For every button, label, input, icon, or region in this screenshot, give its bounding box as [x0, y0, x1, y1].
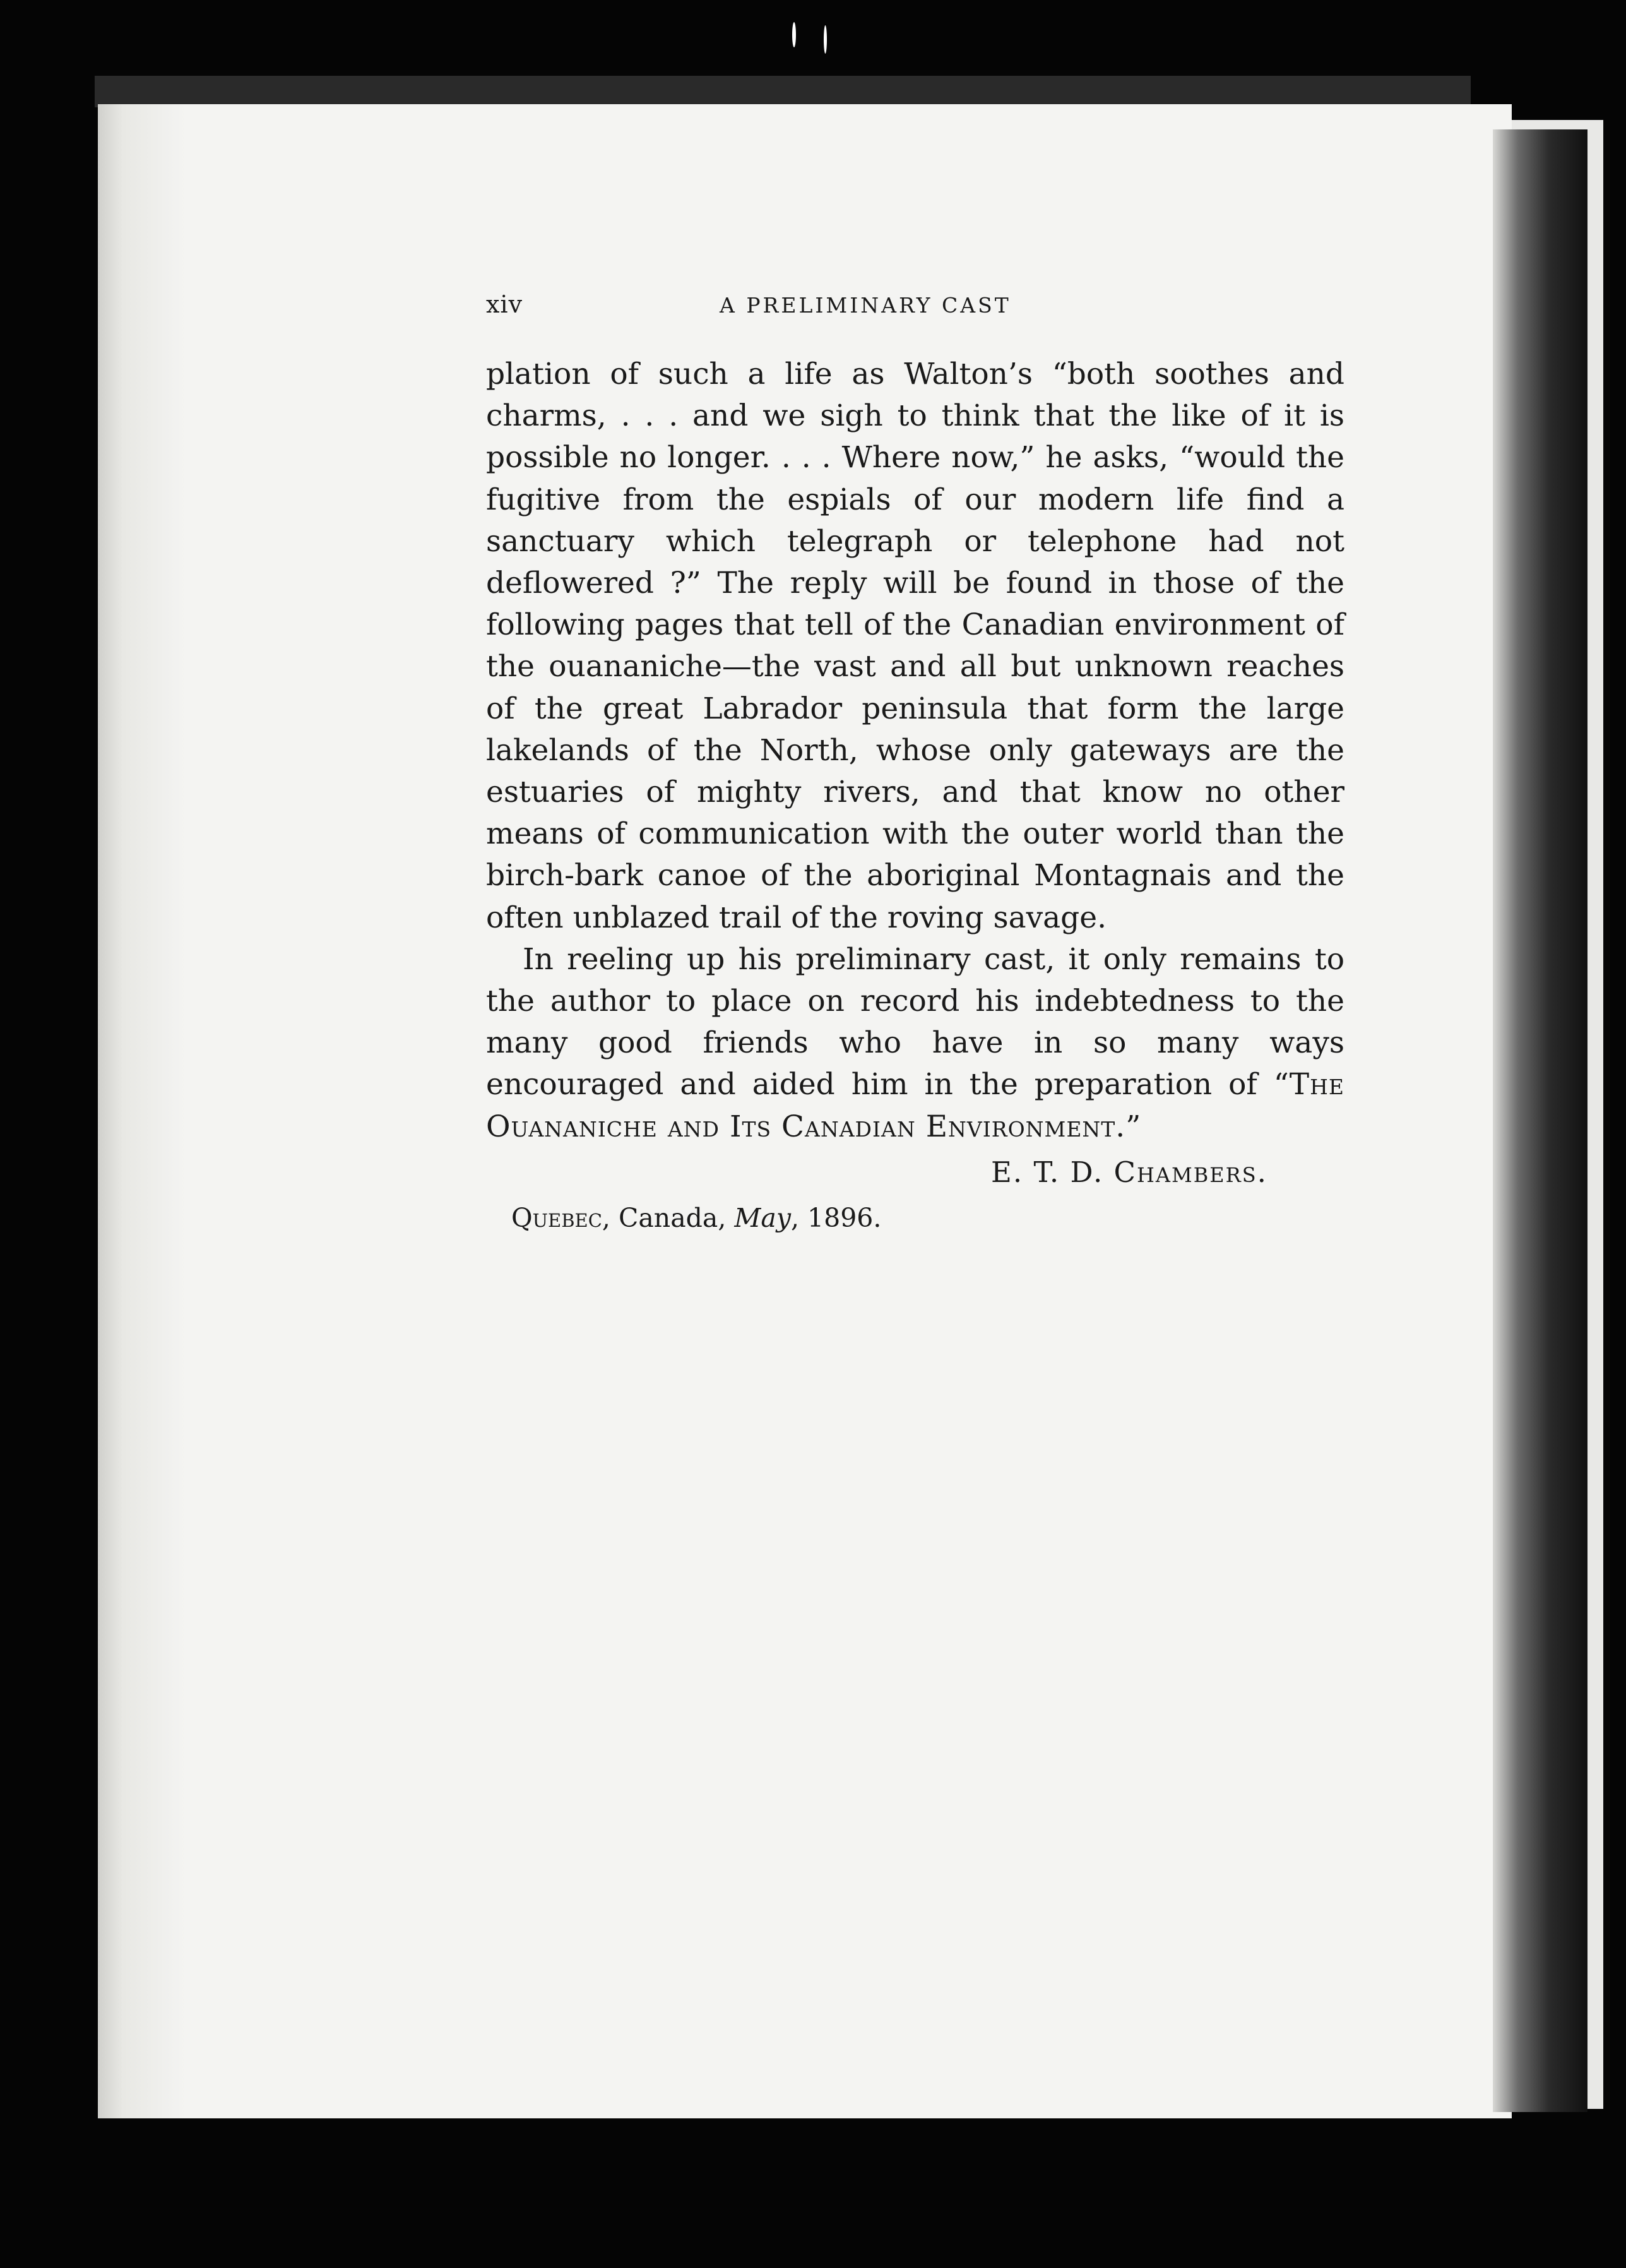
body-text — [486, 354, 1344, 1148]
scan-artifact — [824, 25, 827, 54]
page-left-shadow — [98, 104, 186, 2118]
dateline-place: Quebec — [511, 1203, 602, 1233]
paragraph-2-text: In reeling up his preliminary cast, it only remains to the author to place on record his indebtedness to the many good friends who have in so many ways encouraged and aided him in the preparation of — [486, 941, 1344, 1102]
scan-artifact — [792, 22, 796, 47]
dateline-country: , Canada, — [602, 1203, 735, 1233]
book-title: “The Ouananiche and Its Canadian Environment.” — [486, 1067, 1344, 1144]
paragraph-1: plation of such a life as Walton’s “both soothes and charms, . . . and we sigh to think that the like of it is possible no longer. . . . Where now,” he asks, “would the fugitive from the espials of our modern life find a sanctuary which telegraph or telephone had not deflowered ?” The reply will be found in those of the following pages that tell of the Canadian environment of the ouananiche—the vast and all but unknown reaches of the great Labrador peninsula that form the large lakelands of the North, whose only gateways are the estuaries of mighty rivers, and that know no other means of communication with the outer world than the birch-bark canoe of the aboriginal Montagnais and the often unblazed trail of the roving savage. — [486, 357, 1344, 935]
running-head — [486, 290, 1092, 328]
author-signature: E. T. D. Chambers. — [991, 1155, 1267, 1189]
page-gutter — [1493, 129, 1587, 2112]
dateline-month: May — [734, 1203, 791, 1233]
running-title: A PRELIMINARY CAST — [720, 293, 1011, 318]
book-cover-edge — [95, 76, 1471, 107]
dateline — [511, 1203, 881, 1233]
dateline-year: , 1896. — [790, 1203, 882, 1233]
page-number: xiv — [486, 290, 523, 318]
paragraph-2 — [486, 939, 1344, 1148]
